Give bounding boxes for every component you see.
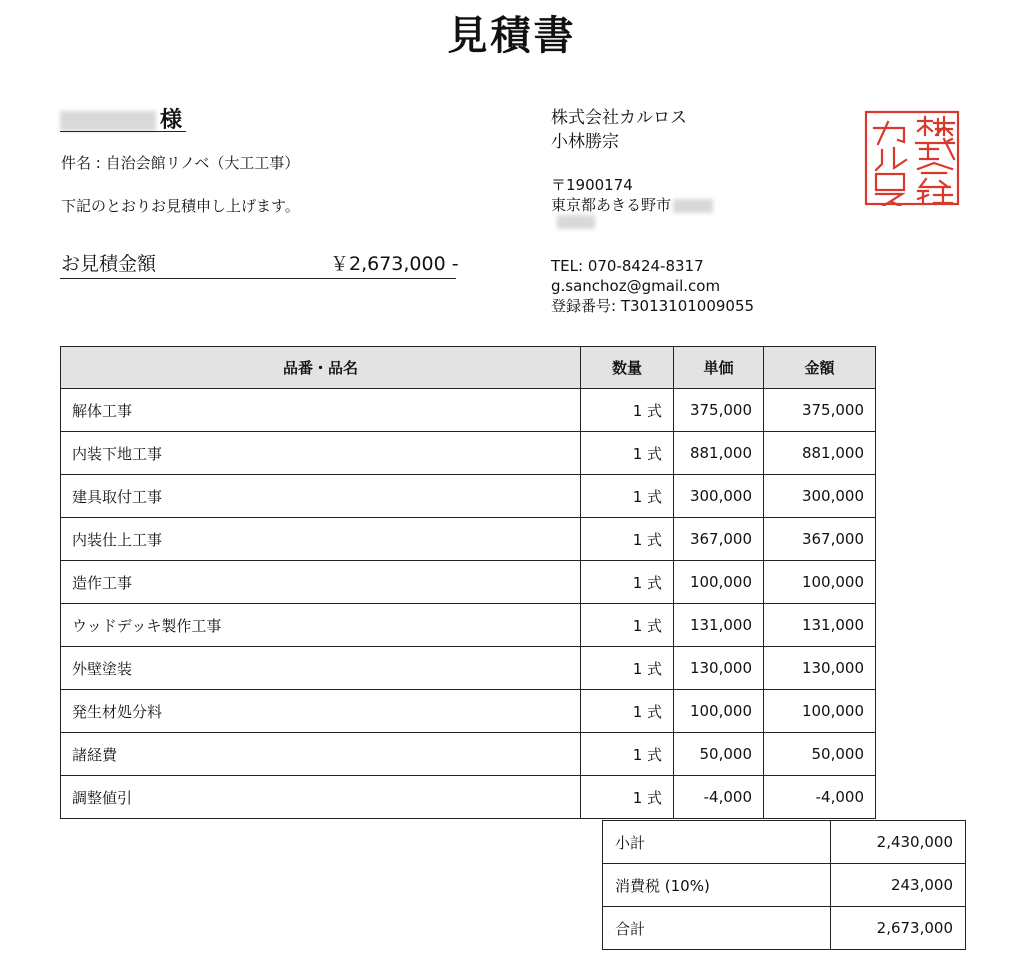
table-row bbox=[61, 647, 876, 690]
item-name: 調整値引 bbox=[61, 776, 581, 819]
estimate-items-table bbox=[60, 346, 876, 819]
address-line bbox=[551, 195, 713, 215]
honorific: 様 bbox=[160, 108, 183, 133]
estimate-amount-value: ￥2,673,000 - bbox=[330, 253, 459, 275]
item-price: 367,000 bbox=[674, 518, 764, 561]
amount-underline bbox=[60, 278, 456, 279]
header-amount: 金額 bbox=[764, 347, 876, 389]
item-price: -4,000 bbox=[674, 776, 764, 819]
item-qty: 1 式 bbox=[581, 518, 674, 561]
item-amount: 50,000 bbox=[764, 733, 876, 776]
contact-block bbox=[551, 256, 754, 316]
address-text: 東京都あきる野市 bbox=[551, 196, 672, 214]
registration-line: 登録番号: T3013101009055 bbox=[551, 297, 755, 315]
item-name: 建具取付工事 bbox=[61, 475, 581, 518]
estimate-amount-label: お見積金額 bbox=[61, 253, 157, 275]
item-amount: 100,000 bbox=[764, 690, 876, 733]
tax-row bbox=[603, 864, 966, 907]
table-row bbox=[61, 604, 876, 647]
item-amount: 300,000 bbox=[764, 475, 876, 518]
header-item-name: 品番・品名 bbox=[61, 347, 581, 389]
grand-total-label: 合計 bbox=[603, 907, 831, 950]
table-row bbox=[61, 389, 876, 432]
table-row bbox=[61, 432, 876, 475]
document-title: 見積書 bbox=[447, 13, 577, 59]
table-row bbox=[61, 475, 876, 518]
client-name bbox=[60, 103, 182, 134]
item-qty: 1 式 bbox=[581, 647, 674, 690]
item-price: 300,000 bbox=[674, 475, 764, 518]
postal-code: 〒1900174 bbox=[551, 176, 633, 194]
grand-total-row bbox=[603, 907, 966, 950]
item-amount: 881,000 bbox=[764, 432, 876, 475]
intro-text: 下記のとおりお見積申し上げます。 bbox=[61, 197, 300, 215]
item-qty: 1 式 bbox=[581, 776, 674, 819]
table-row bbox=[61, 690, 876, 733]
table-header-row bbox=[61, 347, 876, 389]
tax-value: 243,000 bbox=[831, 864, 966, 907]
email-line: g.sanchoz@gmail.com bbox=[551, 277, 721, 295]
item-qty: 1 式 bbox=[581, 690, 674, 733]
item-price: 50,000 bbox=[674, 733, 764, 776]
item-qty: 1 式 bbox=[581, 389, 674, 432]
redacted-address bbox=[673, 199, 713, 213]
item-amount: 130,000 bbox=[764, 647, 876, 690]
item-amount: -4,000 bbox=[764, 776, 876, 819]
table-row bbox=[61, 561, 876, 604]
item-name: 発生材処分料 bbox=[61, 690, 581, 733]
header-unit-price: 単価 bbox=[674, 347, 764, 389]
subtotal-label: 小計 bbox=[603, 821, 831, 864]
tel-line: TEL: 070-8424-8317 bbox=[551, 257, 704, 275]
subtotal-row bbox=[603, 821, 966, 864]
item-price: 375,000 bbox=[674, 389, 764, 432]
item-qty: 1 式 bbox=[581, 475, 674, 518]
company-person: 小林勝宗 bbox=[551, 132, 619, 152]
item-amount: 131,000 bbox=[764, 604, 876, 647]
address-block bbox=[551, 175, 713, 215]
client-underline bbox=[60, 131, 186, 132]
item-name: 外壁塗装 bbox=[61, 647, 581, 690]
subtotal-value: 2,430,000 bbox=[831, 821, 966, 864]
item-name: ウッドデッキ製作工事 bbox=[61, 604, 581, 647]
item-name: 解体工事 bbox=[61, 389, 581, 432]
item-price: 881,000 bbox=[674, 432, 764, 475]
company-name: 株式会社カルロス bbox=[551, 108, 687, 128]
company-seal-stamp bbox=[864, 110, 960, 206]
redacted-client-name bbox=[60, 111, 156, 131]
table-row bbox=[61, 733, 876, 776]
item-name: 諸経費 bbox=[61, 733, 581, 776]
item-price: 100,000 bbox=[674, 690, 764, 733]
table-row bbox=[61, 518, 876, 561]
tax-label: 消費税 (10%) bbox=[603, 864, 831, 907]
table-row bbox=[61, 776, 876, 819]
item-name: 内装下地工事 bbox=[61, 432, 581, 475]
item-name: 造作工事 bbox=[61, 561, 581, 604]
grand-total-value: 2,673,000 bbox=[831, 907, 966, 950]
item-name: 内装仕上工事 bbox=[61, 518, 581, 561]
item-qty: 1 式 bbox=[581, 561, 674, 604]
item-qty: 1 式 bbox=[581, 432, 674, 475]
company-block bbox=[551, 106, 687, 154]
item-amount: 367,000 bbox=[764, 518, 876, 561]
totals-table bbox=[602, 820, 966, 950]
item-price: 100,000 bbox=[674, 561, 764, 604]
item-qty: 1 式 bbox=[581, 733, 674, 776]
item-amount: 375,000 bbox=[764, 389, 876, 432]
item-qty: 1 式 bbox=[581, 604, 674, 647]
header-quantity: 数量 bbox=[581, 347, 674, 389]
redacted-address-2 bbox=[557, 215, 595, 229]
item-amount: 100,000 bbox=[764, 561, 876, 604]
item-price: 130,000 bbox=[674, 647, 764, 690]
subject-line: 件名 : 自治会館リノベ（大工工事） bbox=[61, 154, 300, 172]
item-price: 131,000 bbox=[674, 604, 764, 647]
